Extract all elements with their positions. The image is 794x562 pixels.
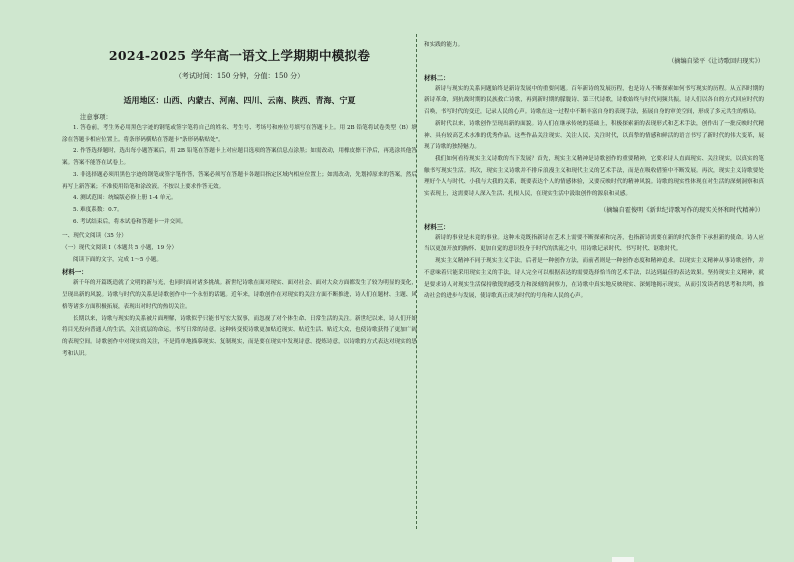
note-item: 5. 难度系数：0.7。 bbox=[73, 206, 123, 213]
material-1-paragraph: 长期以来，诗歌与现实的关系被片面理解，诗歌似乎只能书写宏大叙事，而忽视了对个体生命、日常生活的关注。新世纪以来，诗人们开始将目光投向普通人的生活，关注底层的命运，书写日常的诗意。这种转变使诗歌更加贴近现实、贴近生活、贴近大众，也使诗歌获得了更加广阔的表现空间。诗歌创作中对现实的关注，不是简单地描摹现实、复制现实，而是要在现实中发现诗意、提炼诗意，以诗歌的方式表达对现实的思考和认识。 bbox=[62, 315, 417, 357]
material-2-label: 材料二： bbox=[424, 73, 450, 82]
material-1-continuation: 和实践的能力。 bbox=[424, 42, 464, 48]
notes-heading: 注意事项： bbox=[80, 113, 112, 121]
left-column bbox=[62, 40, 417, 360]
exam-title: 2024-2025 学年高一语文上学期期中模拟卷 bbox=[108, 48, 371, 63]
note-item: 6. 考试结束后，将本试卷和答题卡一并交回。 bbox=[73, 218, 187, 225]
material-2-paragraph: 我们如何看待现实主义诗歌的当下发展？首先，现实主义精神是诗歌创作的重要精神，它要求诗人直面现实、关注现实，以真实的笔触书写现实生活。其次，现实主义诗歌并不排斥浪漫主义和现代主义的艺术手法，而是在吸收借鉴中不断发展。再次，现实主义诗歌要处理好个人与时代、小我与大我的关系，既要表达个人的情感体验，又要反映时代的精神风貌。诗歌的现实性体现在对生活的深刻洞察和真实表现上，这需要诗人深入生活、扎根人民，在现实生活中汲取创作的源泉和灵感。 bbox=[424, 155, 764, 198]
exam-subtitle: （考试时间：150 分钟，分值：150 分） bbox=[174, 72, 305, 80]
note-item: 4. 测试范围：统编版必修上册 1-4 单元。 bbox=[73, 195, 177, 202]
note-item: 2. 作答选择题时，选出每小题答案后，用 2B 铅笔在答题卡上对应题目选项的答案信息点涂黑；如需改动，用橡皮擦干净后，再选涂其他答案。答案不能答在试卷上。 bbox=[62, 148, 417, 167]
reading-instruction: 阅读下面的文字，完成 1～5 小题。 bbox=[73, 256, 162, 263]
note-item: 1. 答卷前，考生务必用黑色字迹的钢笔或签字笔将自己的姓名、考生号、考场号和座位号填写在答题卡上。用 2B 铅笔将试卷类型（B）填涂在答题卡相应位置上。将条形码横贴在答题卡"条形码粘贴处"。 bbox=[62, 125, 417, 143]
material-3-paragraph: 现实主义精神不同于现实主义手法，后者是一种创作方法，而前者则是一种创作态度和精神追求。以现实主义精神从事诗歌创作，并不意味着只能采用现实主义的手法，诗人完全可以根据表达的需要选择恰当的艺术手法，以达到最佳的表达效果。坚持现实主义精神，就是要求诗人对现实生活保持敏锐的感受力和深刻的洞察力，在诗歌中真实地反映现实、深刻地揭示现实，从而引发读者的思考和共鸣，推动社会的进步与发展，使诗歌真正成为时代的号角和人民的心声。 bbox=[424, 258, 764, 300]
material-1-label: 材料一： bbox=[62, 268, 88, 277]
material-3-paragraph: 新诗的事业是未竟的事业。这种未竟既指新诗在艺术上需要不断探索和完善，也指新诗需要在新的时代条件下承担新的使命。诗人应当以更加开放的胸怀、更加自觉的意识投身于时代的洪流之中，用诗歌记录时代、书写时代、讴歌时代。 bbox=[424, 234, 764, 253]
page-edge-mark bbox=[612, 557, 634, 562]
material-1-paragraph: 新千年的开篇既造就了文明的新与光，也同时面对诸多挑战。新世纪诗歌在面对现实、面对社会、面对大众方面都发生了较为明显的变化，呈现出新的风貌。诗歌与时代的关系是诗歌创作中一个永恒的话题。近年来，诗歌创作在对现实的关注方面不断推进，诗人们在题材、主题、风格等诸多方面积极拓展，表现出对时代的热切关注。 bbox=[62, 280, 417, 310]
material-3-label: 材料三： bbox=[424, 222, 450, 231]
note-item: 3. 非选择题必须用黑色字迹的钢笔或签字笔作答，答案必须写在答题卡各题目指定区域内相应位置上；如需改动，先划掉原来的答案，然后再写上新答案；不准使用铅笔和涂改液。不按以上要求作答无效。 bbox=[62, 171, 417, 190]
material-2-paragraph: 新时代以来，诗歌创作呈现出新的面貌。诗人们在继承传统的基础上，积极探索新的表现形式和艺术手法，创作出了一批反映时代精神、具有较高艺术水准的优秀作品。这些作品关注现实、关注人民、关注时代，以真挚的情感和鲜活的语言书写了新时代的伟大变革，展现了诗歌的独特魅力。 bbox=[424, 120, 764, 151]
material-1-source: （摘编自梁平《让诗歌回归现实》） bbox=[668, 57, 764, 65]
material-2-paragraph: 新诗与现实的关系问题始终是新诗发展中的重要问题。百年新诗的发展历程，也是诗人不断探索如何书写现实的历程。从五四时期的新诗革命，到抗战时期的民族救亡诗歌，再到新时期的朦胧诗、第三代诗歌，诗歌始终与时代同频共振。诗人们以各自的方式回应时代的召唤，书写时代的变迁，记录人民的心声。诗歌在这一过程中不断丰富自身的表现手法，拓展自身的审美空间，形成了多元共生的格局。 bbox=[424, 85, 764, 116]
section-heading: 一、现代文阅读（35 分） bbox=[62, 233, 127, 240]
applicable-region: 适用地区：山西、内蒙古、河南、四川、云南、陕西、青海、宁夏 bbox=[123, 95, 356, 105]
right-column bbox=[424, 40, 764, 303]
column-divider bbox=[416, 34, 417, 529]
subsection-heading: （一）现代文阅读 I（本题共 5 小题，19 分） bbox=[62, 245, 178, 252]
material-2-source: （摘编自霍俊明《新世纪诗歌写作的现实关怀和时代精神》） bbox=[600, 206, 764, 214]
